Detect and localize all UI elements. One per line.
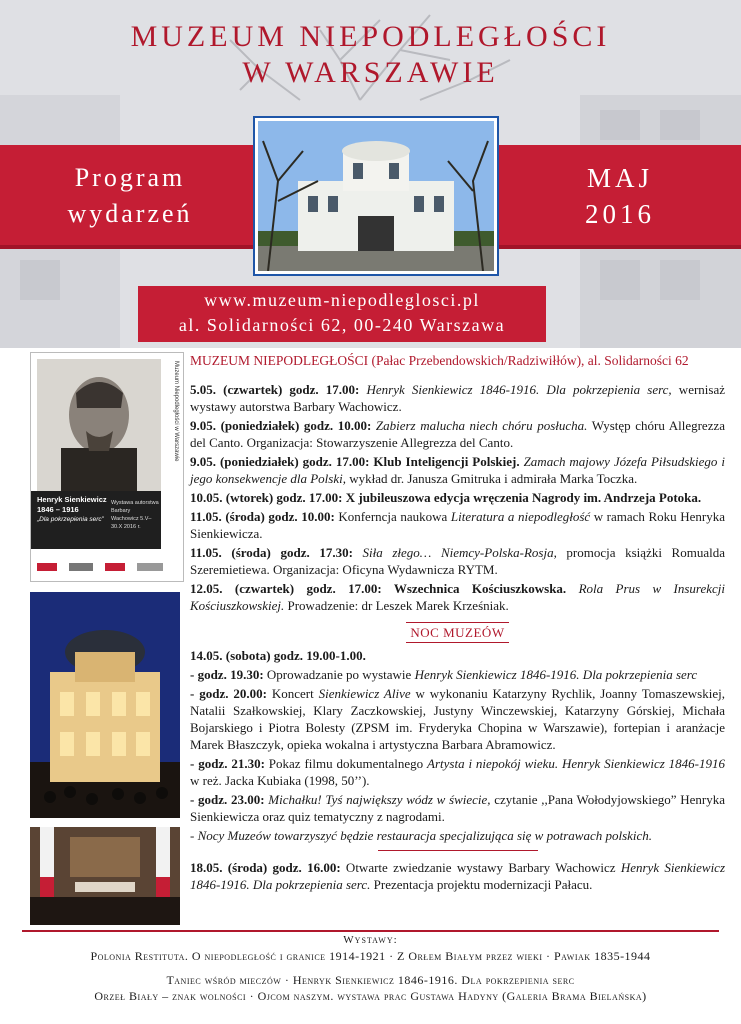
portrait-image	[31, 353, 183, 581]
poster-side-text: Muzeum Niepodległości w Warszawie	[173, 361, 179, 462]
exhibitions-heading: Wystawy:	[343, 934, 398, 946]
concert-hall-photo	[30, 827, 180, 925]
event-desc-rest: Prezentacja projektu modernizacji Pałacu.	[370, 877, 593, 892]
noc-time: - godz. 21.30:	[190, 756, 265, 771]
exhibitions-line3: Orzeł Biały – znak wolności · Ojcom naszym. wystawa prac Gustawa Hadyny (Galeria Brama Bielańska)	[94, 989, 647, 1003]
concert-hall-illustration	[30, 827, 180, 925]
event-item	[190, 381, 725, 415]
event-date: 10.05. (wtorek) godz. 17.00: X jubileuszowa edycja wręczenia Nagrody im. Andrzeja Potoka.	[190, 490, 702, 505]
palace-photo	[255, 118, 497, 274]
night-palace-photo	[30, 592, 180, 818]
poster-name: Henryk Sienkiewicz	[37, 495, 107, 504]
event-program	[190, 352, 725, 895]
noc-title: Henryk Sienkiewicz 1846-1916. Dla pokrzepienia serc	[414, 667, 698, 682]
contact-box	[138, 286, 546, 342]
address-text: al. Solidarności 62, 00-240 Warszawa	[178, 315, 506, 335]
noc-desc-rest: w reż. Jacka Kubiaka (1998, 50’’).	[190, 773, 370, 788]
venue-heading: MUZEUM NIEPODLEGŁOŚCI (Pałac Przebendowskich/Radziwiłłów), al. Solidarności 62	[190, 353, 689, 368]
noc-desc: Oprowadzanie po wystawie	[263, 667, 415, 682]
poster-title	[37, 495, 107, 525]
noc-muzeow-heading-wrap	[190, 622, 725, 643]
event-title: Henryk Sienkiewicz 1846-1916. Dla pokrzepienia serc.	[190, 860, 726, 892]
footer-gap	[0, 964, 741, 972]
exhibition-poster	[30, 352, 184, 582]
poster-sponsor-logos	[35, 557, 179, 577]
noc-title: Michałku! Tyś największy wódz w świecie,	[268, 792, 491, 807]
poster-exhibition: Wystawa autorstwa Barbary Wachowicz 5.V–30.X 2016 r.	[111, 500, 159, 530]
event-date: 9.05. (poniedziałek) godz. 17.00: Klub Inteligencji Polskiej.	[190, 454, 520, 469]
noc-note: - Nocy Muzeów towarzyszyć będzie restauracja specjalizująca się w potrawach polskich.	[190, 828, 653, 843]
event-item	[190, 417, 725, 451]
program-line1: Program	[74, 163, 186, 192]
header-banner	[0, 0, 741, 348]
noc-time: - godz. 20.00:	[190, 686, 267, 701]
noc-desc-rest: czytanie ,,Pana Wołodyjowskiego” Henryka Sienkiewicza oraz quiz tematyczny z nagrodami.	[190, 792, 725, 824]
noc-item	[190, 666, 725, 683]
poster-subtitle: „Dla pokrzepienia serc”	[37, 516, 104, 523]
section-divider	[378, 850, 538, 851]
event-desc: Konferncja naukowa	[334, 509, 451, 524]
event-item	[190, 859, 725, 893]
event-title: Henryk Sienkiewicz 1846-1916. Dla pokrzepienia serc,	[366, 382, 672, 397]
event-desc: wykład dr. Janusza Gmitruka i admirała Marka Toczka.	[345, 471, 638, 486]
event-item	[190, 453, 725, 487]
palace-illustration	[258, 121, 494, 271]
event-desc: Prowadzenie: dr Leszek Marek Krześniak.	[284, 598, 509, 613]
event-title: Rola Prus w Insurekcji Kościuszkowskiej.	[190, 581, 726, 613]
event-desc: promocja książki Romualda Szeremietiewa. Organizacja: Oficyna Wydawnicza RYTM.	[190, 545, 725, 577]
noc-item	[190, 791, 725, 825]
event-desc: wernisaż wystawy autorstwa Barbary Wachowicz.	[190, 382, 726, 414]
noc-item	[190, 755, 725, 789]
event-desc: Występ chóru Allegrezza del Canto. Organizacja: Stowarzyszenie Allegrezza del Canto.	[190, 418, 726, 450]
event-item	[190, 580, 725, 614]
month-label	[540, 160, 700, 232]
event-date: 9.05. (poniedziałek) godz. 10.00:	[190, 418, 372, 433]
website-link[interactable]: www.muzeum-niepodleglosci.pl	[204, 290, 480, 310]
event-title: Literatura a niepodległość	[450, 509, 591, 524]
noc-title: Sienkiewicz Alive	[318, 686, 411, 701]
month-text: MAJ	[586, 163, 653, 193]
event-date: 11.05. (środa) godz. 17.30:	[190, 545, 353, 560]
year-text: 2016	[585, 199, 655, 229]
event-title: Zabierz malucha niech chóru posłucha.	[375, 418, 588, 433]
event-item	[190, 508, 725, 542]
noc-time: - godz. 23.00:	[190, 792, 265, 807]
event-item	[190, 544, 725, 578]
noc-date: 14.05. (sobota) godz. 19.00-1.00.	[190, 648, 366, 663]
event-desc: Otwarte zwiedzanie wystawy Barbary Wachowicz	[340, 860, 621, 875]
noc-title: Artysta i niepokój wieku. Henryk Sienkiewicz 1846-1916	[427, 756, 725, 771]
noc-item	[190, 685, 725, 753]
event-date: 5.05. (czwartek) godz. 17.00:	[190, 382, 360, 397]
event-desc: w ramach Roku Henryka Sienkiewicza.	[190, 509, 725, 541]
noc-desc: Koncert	[266, 686, 319, 701]
exhibitions-line2: Taniec wśród mieczów · Henryk Sienkiewicz 1846-1916. Dla pokrzepienia serc	[166, 973, 575, 987]
noc-desc: Pokaz filmu dokumentalnego	[264, 756, 428, 771]
event-date: 11.05. (środa) godz. 10.00:	[190, 509, 335, 524]
event-date: 18.05. (środa) godz. 16.00:	[190, 860, 341, 875]
program-line2: wydarzeń	[67, 199, 193, 228]
museum-title-line2: W WARSZAWIE	[242, 56, 499, 89]
event-item	[190, 489, 725, 506]
noc-desc-rest: w wykonaniu Katarzyny Rychlik, Joanny Tomaszewskiej, Natalii Szałkowskiej, Klary Zaczkowskiej, Justyny Winczewskiej, Katarzyny Górskiej, Michała Bojarskiego i Piotra Bolesty (ZPSM im. Fryderyka Chopina w Warszawie), fortepian i aranżacje Marek Błaszczyk, opieka wokalna i artystyczna Barbara Abramowicz.	[190, 686, 725, 752]
poster-years: 1846 – 1916	[37, 505, 79, 514]
exhibitions-footer	[0, 932, 741, 1004]
night-palace-illustration	[30, 592, 180, 818]
noc-muzeow-heading: NOC MUZEÓW	[406, 622, 508, 643]
noc-time: - godz. 19.30:	[190, 667, 264, 682]
event-title: Siła złego… Niemcy-Polska-Rosja,	[362, 545, 557, 560]
exhibitions-line1: Polonia Restituta. O niepodległość i granice 1914-1921 · Z Orłem Białym przez wieki · Pawiak 1835-1944	[90, 949, 651, 963]
museum-title-line1: MUZEUM NIEPODLEGŁOŚCI	[130, 20, 611, 53]
event-date: 12.05. (czwartek) godz. 17.00: Wszechnica Kościuszkowska.	[190, 581, 567, 596]
program-label	[30, 160, 230, 232]
event-title: Zamach majowy Józefa Piłsudskiego i jego konsekwencje dla Polski,	[190, 454, 725, 486]
